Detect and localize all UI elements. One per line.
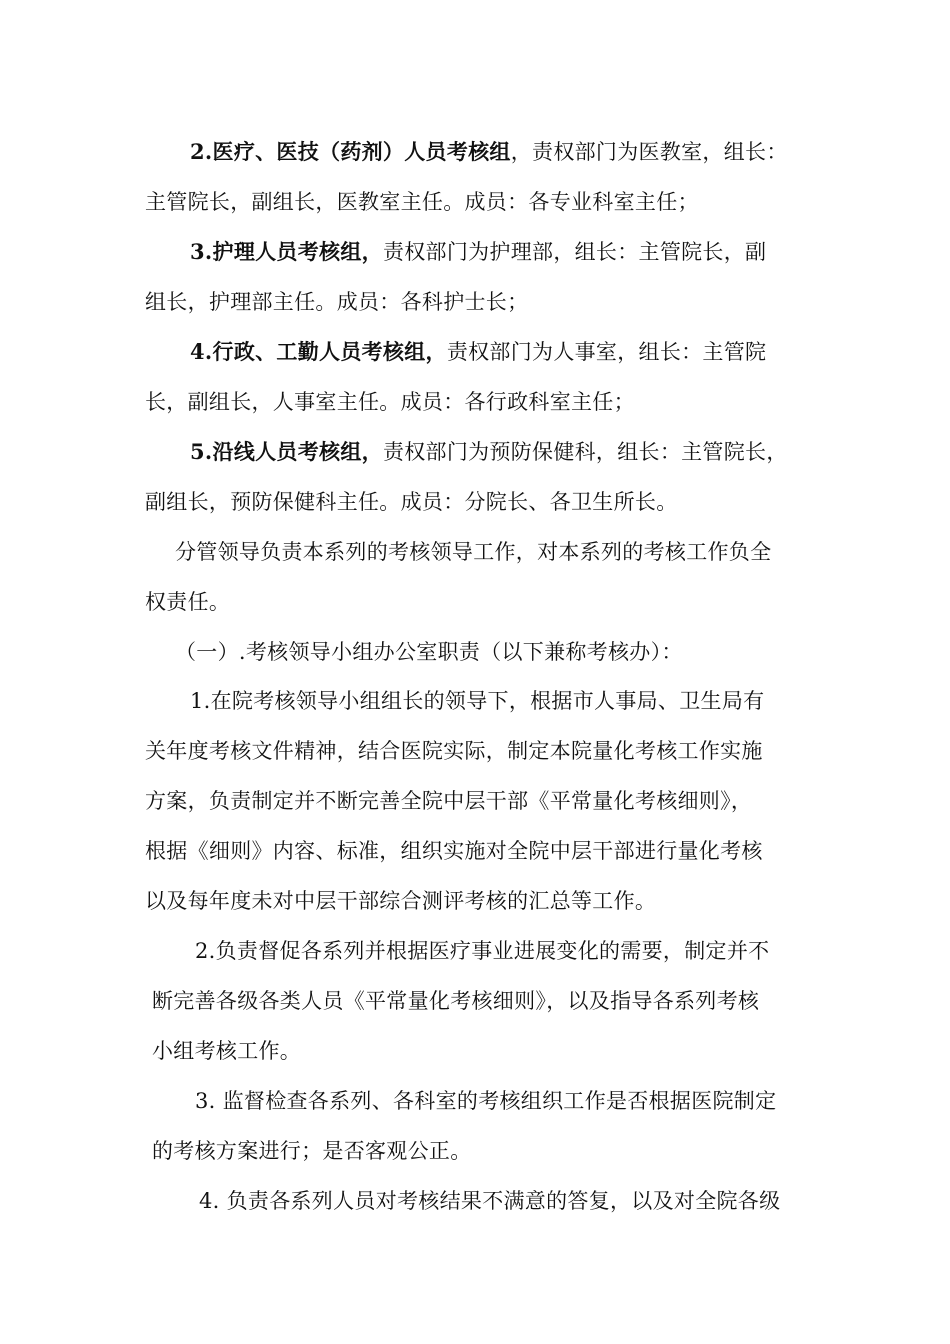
para-admin-line-1 — [190, 339, 766, 365]
para-route-text-1: 责权部门为预防保健科，组长：主管院长， — [382, 440, 788, 464]
para-admin-heading: 4.行政、工勤人员考核组， — [190, 339, 447, 364]
para-medical-line-2: 主管院长，副组长，医教室主任。成员：各专业科室主任； — [145, 190, 699, 214]
para-admin-text-1: 责权部门为人事室，组长：主管院 — [446, 340, 767, 364]
para-admin-line-2: 长，副组长，人事室主任。成员：各行政科室主任； — [145, 390, 635, 414]
duty-2-line-2: 断完善各级各类人员《平常量化考核细则》，以及指导各系列考核 — [152, 989, 760, 1013]
para-route-heading: 5.沿线人员考核组， — [190, 439, 383, 464]
duty-1-line-3: 方案，负责制定并不断完善全院中层干部《平常量化考核细则》， — [145, 789, 753, 813]
para-medical-heading: 2.医疗、医技（药剂）人员考核组 — [190, 139, 511, 164]
duty-1-line-5: 以及每年度未对中层干部综合测评考核的汇总等工作。 — [145, 889, 657, 913]
duty-1-line-2: 关年度考核文件精神，结合医院实际，制定本院量化考核工作实施 — [145, 739, 763, 763]
para-nursing-line-1 — [190, 239, 766, 265]
para-nursing-line-2: 组长，护理部主任。成员：各科护士长； — [145, 290, 529, 314]
para-leadership-line-2: 权责任。 — [145, 590, 231, 614]
para-route-line-2: 副组长，预防保健科主任。成员：分院长、各卫生所长。 — [145, 490, 678, 514]
duty-1-line-4: 根据《细则》内容、标准，组织实施对全院中层干部进行量化考核 — [145, 839, 763, 863]
duty-3-line-1: 3. 监督检查各系列、各科室的考核组织工作是否根据医院制定 — [195, 1089, 777, 1113]
duty-2-line-3: 小组考核工作。 — [152, 1039, 302, 1063]
section-heading-office-duties: （一）.考核领导小组办公室职责（以下兼称考核办）： — [175, 640, 683, 664]
duty-4-line-1: 4. 负责各系列人员对考核结果不满意的答复，以及对全院各级 — [199, 1189, 781, 1213]
duty-2-line-1: 2.负责督促各系列并根据医疗事业进展变化的需要，制定并不 — [195, 939, 770, 963]
duty-3-line-2: 的考核方案进行；是否客观公正。 — [152, 1139, 472, 1163]
para-leadership-line-1: 分管领导负责本系列的考核领导工作，对本系列的考核工作负全 — [175, 540, 772, 564]
para-nursing-text-1: 责权部门为护理部，组长：主管院长，副 — [382, 240, 767, 264]
para-medical-line-1 — [190, 139, 788, 165]
para-route-line-1 — [190, 439, 788, 465]
duty-1-line-1: 1.在院考核领导小组组长的领导下，根据市人事局、卫生局有 — [190, 689, 765, 713]
para-nursing-heading: 3.护理人员考核组， — [190, 239, 383, 264]
para-medical-text-1: ，责权部门为医教室，组长： — [510, 140, 788, 164]
